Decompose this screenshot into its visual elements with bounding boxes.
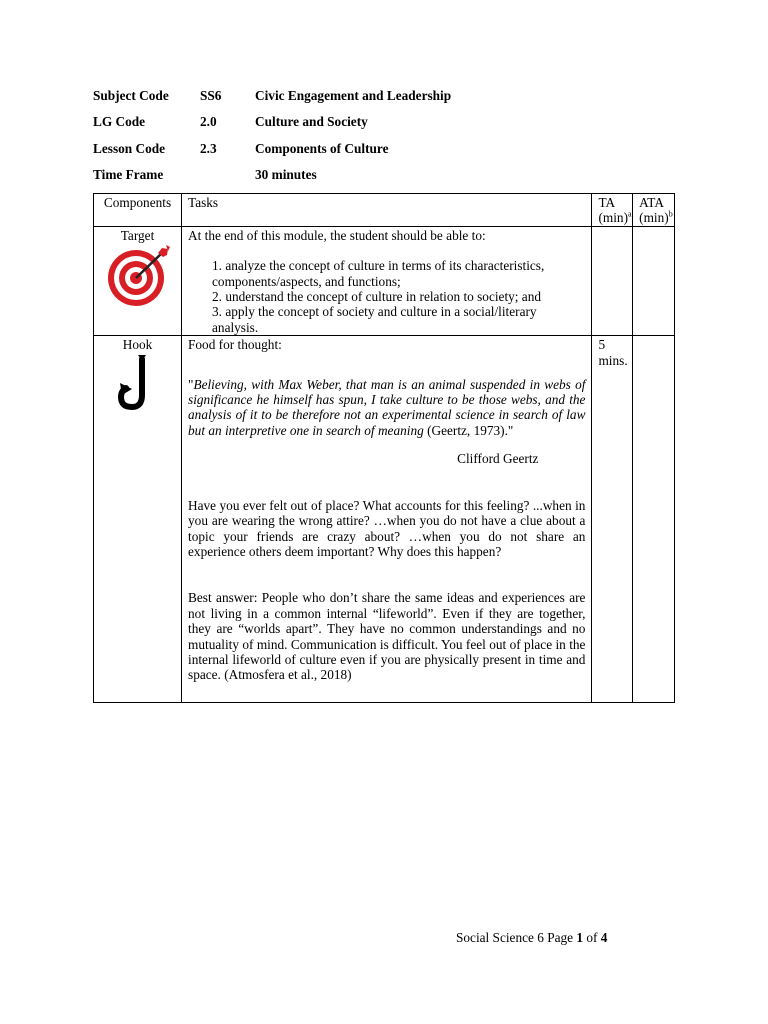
- header-label: Subject Code: [93, 88, 169, 103]
- header-ata: [633, 194, 675, 227]
- quote-text: Believing, with Max Weber, that man is an animal suspended in webs of significance he himself has spun, I take culture to be those webs, and the analysis of it to be therefore not an experimental science in search of law but an interpretive one in search of meaning: [188, 376, 586, 438]
- header-name: Civic Engagement and Leadership: [255, 88, 452, 103]
- objective-item: 1. analyze the concept of culture in terms of its characteristics, components/aspects, and functions;: [212, 258, 545, 289]
- geertz-quote: [188, 377, 585, 439]
- target-icon: [106, 245, 170, 307]
- component-cell-hook: [94, 336, 182, 703]
- header-ata-label: ATA (min): [639, 195, 669, 226]
- hook-question: Have you ever felt out of place? What accounts for this feeling? ...when in you are wearing the wrong attire? …when you do not have a clue about a topic your friends are crazy about? …when you do not share an experience others deem important? Why does this happen?: [188, 497, 586, 559]
- ata-cell-hook: [633, 336, 675, 703]
- ta-cell-target: [592, 226, 633, 335]
- component-cell-target: [94, 226, 182, 335]
- footer-of: of: [583, 930, 601, 945]
- header-code: SS6: [200, 88, 222, 103]
- objective-item: 2. understand the concept of culture in relation to society; and: [212, 289, 542, 305]
- quote-attribution: Clifford Geertz: [457, 451, 539, 467]
- header-components: Components: [94, 194, 182, 227]
- objective-item: 3. apply the concept of society and culture in a social/literary analysis.: [212, 304, 537, 335]
- header-name: Components of Culture: [255, 140, 389, 156]
- header-ta-sup: a: [628, 209, 632, 219]
- table-row-target: [94, 226, 675, 335]
- header-code: 2.3: [200, 140, 217, 156]
- footer-page-total: 4: [600, 930, 608, 945]
- component-label: Target: [120, 227, 155, 243]
- lesson-header: [93, 87, 693, 192]
- header-code: [200, 166, 255, 192]
- component-label: Hook: [122, 337, 153, 353]
- header-row-time: [93, 166, 693, 192]
- page-footer: [456, 930, 607, 946]
- header-label: Lesson Code: [93, 140, 166, 156]
- task-cell-hook: [182, 336, 592, 703]
- hook-icon: [116, 355, 160, 411]
- header-code: 2.0: [200, 114, 217, 130]
- footer-prefix: Social Science 6 Page: [456, 930, 577, 945]
- header-name: 30 minutes: [255, 166, 317, 182]
- header-ata-sup: b: [668, 209, 673, 219]
- footer-page-number: 1: [576, 930, 584, 945]
- target-intro: At the end of this module, the student should be able to:: [188, 227, 486, 243]
- header-row-subject: [93, 87, 693, 113]
- table-row-hook: [94, 336, 675, 703]
- header-name: Culture and Society: [255, 114, 368, 130]
- header-row-lesson: [93, 140, 693, 166]
- header-label: LG Code: [93, 114, 146, 130]
- header-label: Time Frame: [93, 166, 164, 182]
- lesson-table: [93, 193, 675, 703]
- hook-answer: Best answer: People who don’t share the same ideas and experiences are not living in a common internal “lifeworld”. Even if they are together, they are “worlds apart”. They have no common understandings and no mutuality of mind. Communication is difficult. You feel out of place in the internal lifeworld of culture even if you are physically present in time and space. (Atmosfera et al., 2018): [188, 590, 586, 683]
- header-ta: [592, 194, 633, 227]
- quote-citation: (Geertz, 1973).": [423, 422, 514, 438]
- header-ta-label: TA (min): [598, 195, 628, 226]
- hook-intro: Food for thought:: [188, 337, 282, 353]
- table-header-row: [94, 194, 675, 227]
- objectives-list: [188, 258, 585, 335]
- quote-open: ": [188, 376, 194, 392]
- ata-cell-target: [633, 226, 675, 335]
- header-tasks: Tasks: [182, 194, 592, 227]
- ta-cell-hook: 5 mins.: [592, 336, 633, 703]
- header-row-lg: [93, 113, 693, 139]
- task-cell-target: [182, 226, 592, 335]
